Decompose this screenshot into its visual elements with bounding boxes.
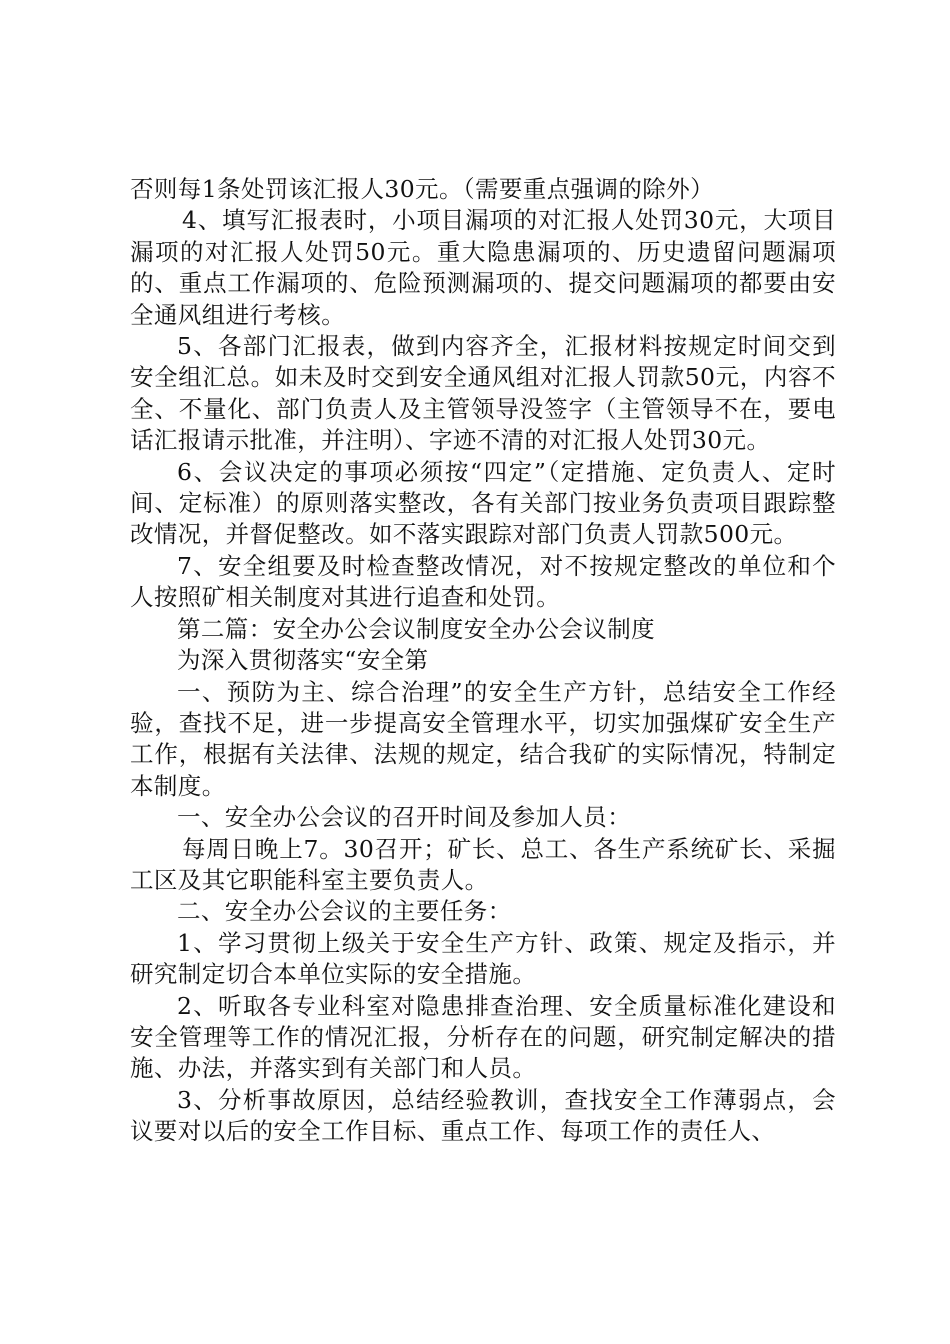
paragraph-task-3: 3、分析事故原因，总结经验教训，查找安全工作薄弱点，会议要对以后的安全工作目标、重点工作、每项工作的责任人、 [130, 1085, 836, 1146]
paragraph-item-5: 5、各部门汇报表，做到内容齐全，汇报材料按规定时间交到安全组汇总。如未及时交到安全通风组对汇报人罚款50元，内容不全、不量化、部门负责人及主管领导没签字（主管领导不在，要电话汇报请示批准，并注明）、字迹不清的对汇报人处罚30元。 [130, 332, 836, 455]
paragraph-item-6: 6、会议决定的事项必须按“四定”（定措施、定负责人、定时间、定标准）的原则落实整改，各有关部门按业务负责项目跟踪整改情况，并督促整改。如不落实跟踪对部门负责人罚款500元。 [130, 457, 836, 549]
paragraph-item-7: 7、安全组要及时检查整改情况，对不按规定整改的单位和个人按照矿相关制度对其进行追查和处罚。 [130, 551, 836, 612]
paragraph-meeting-time: 每周日晚上7。30召开；矿长、总工、各生产系统矿长、采掘工区及其它职能科室主要负责人。 [130, 834, 836, 894]
section-heading-part-two: 第二篇：安全办公会议制度安全办公会议制度 [177, 614, 655, 643]
paragraph-item-4: 4、填写汇报表时，小项目漏项的对汇报人处罚30元，大项目漏项的对汇报人处罚50元。重大隐患漏项的、历史遗留问题漏项的、重点工作漏项的、危险预测漏项的、提交问题漏项的都要由安全通风组进行考核。 [130, 206, 836, 329]
document-body [130, 174, 836, 1148]
paragraph-task-2: 2、听取各专业科室对隐患排查治理、安全质量标准化建设和安全管理等工作的情况汇报，分析存在的问题，研究制定解决的措施、办法，并落实到有关部门和人员。 [130, 991, 836, 1083]
section-heading-main-tasks: 二、安全办公会议的主要任务： [177, 897, 512, 926]
paragraph-intro: 为深入贯彻落实“安全第 [177, 646, 429, 675]
section-heading-meeting-time: 一、安全办公会议的召开时间及参加人员： [177, 803, 632, 832]
paragraph-continuation: 否则每1条处罚该汇报人30元。（需要重点强调的除外） [130, 175, 715, 203]
paragraph-task-1: 1、学习贯彻上级关于安全生产方针、政策、规定及指示，并研究制定切合本单位实际的安全措施。 [130, 928, 836, 989]
paragraph-policy: 一、预防为主、综合治理”的安全生产方针，总结安全工作经验，查找不足，进一步提高安全管理水平，切实加强煤矿安全生产工作，根据有关法律、法规的规定，结合我矿的实际情况，特制定本制度。 [130, 677, 836, 800]
